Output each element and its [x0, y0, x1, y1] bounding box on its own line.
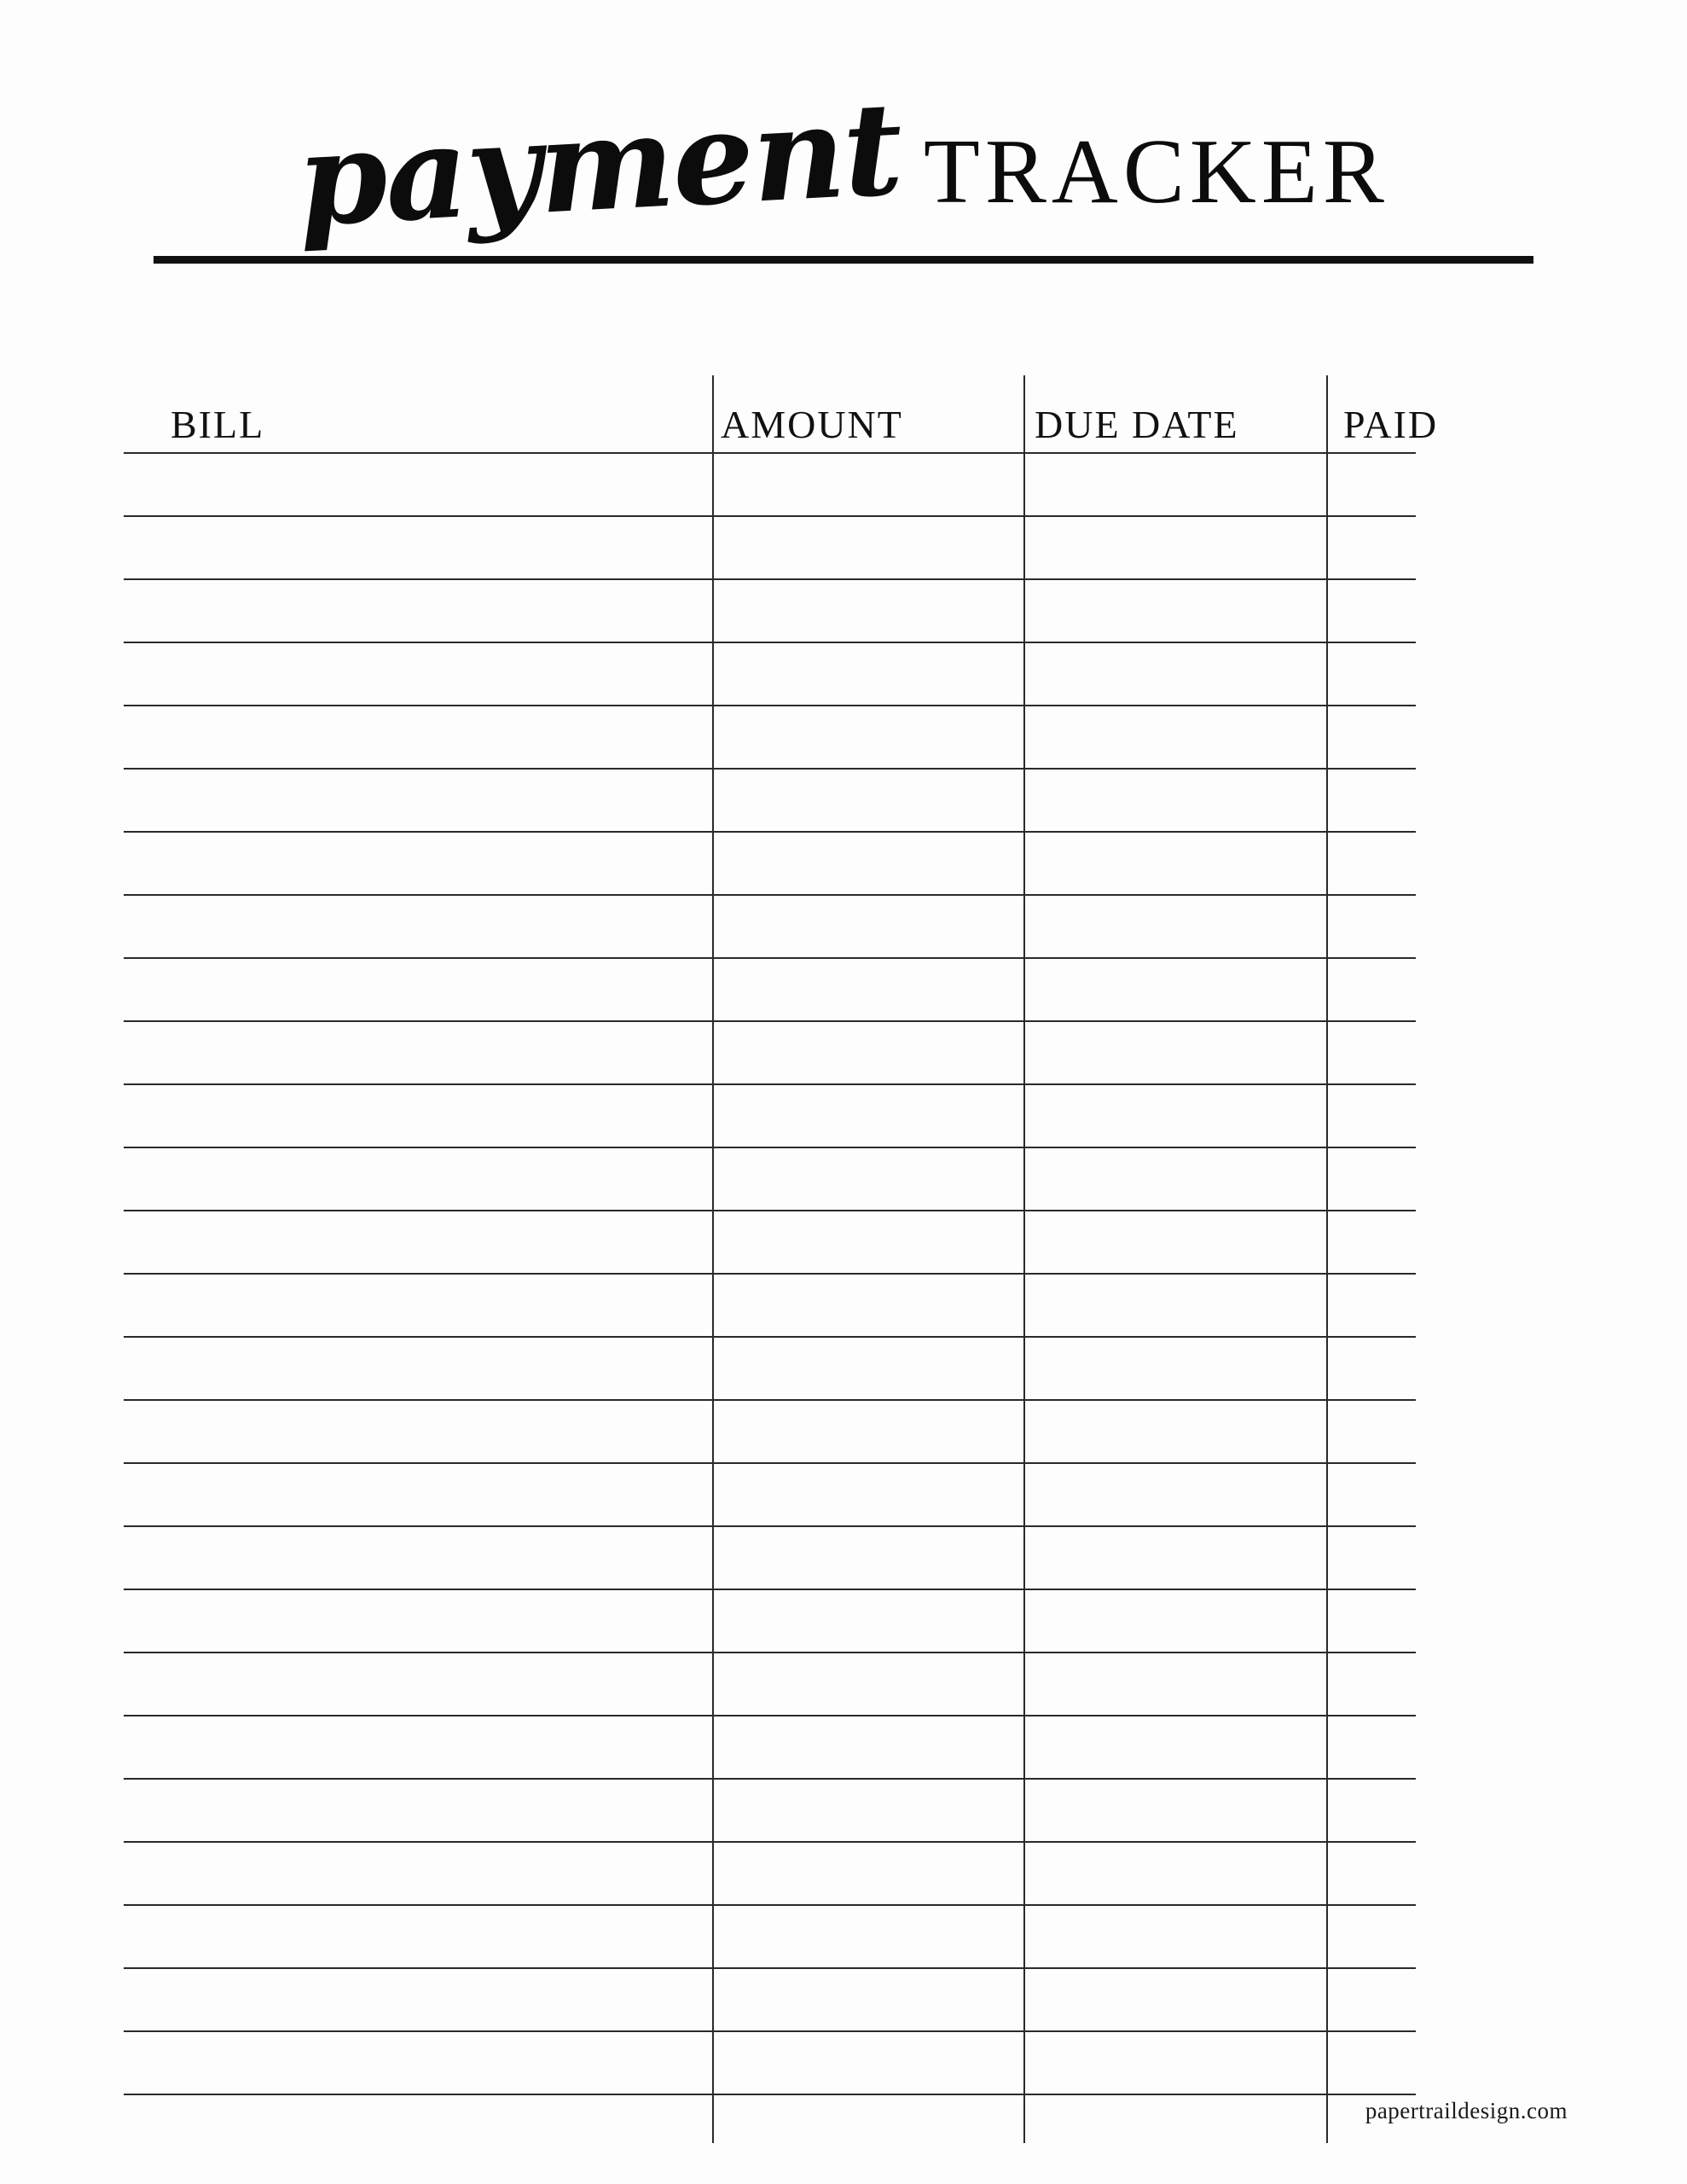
table-row[interactable]	[124, 1336, 1416, 1338]
title-divider	[154, 256, 1533, 264]
footer-credit: papertraildesign.com	[1365, 2098, 1568, 2123]
table-row[interactable]	[124, 1904, 1416, 1906]
page-title	[0, 51, 1687, 264]
table-row[interactable]	[124, 1083, 1416, 1085]
column-divider-due_date	[1023, 375, 1025, 2143]
table-grid	[124, 452, 1535, 2099]
title-serif-word: TRACKER	[923, 121, 1389, 223]
table-row[interactable]	[124, 1020, 1416, 1022]
table-row[interactable]	[124, 894, 1416, 896]
table-row[interactable]	[124, 1841, 1416, 1843]
table-header-row	[124, 375, 1535, 452]
header-underline[interactable]	[124, 452, 1416, 454]
table-row[interactable]	[124, 1967, 1416, 1969]
table-row[interactable]	[124, 1778, 1416, 1780]
title-script-word: payment	[293, 73, 905, 255]
table-row[interactable]	[124, 831, 1416, 833]
table-row[interactable]	[124, 957, 1416, 959]
column-divider-paid	[1326, 375, 1328, 2143]
table-row[interactable]	[124, 1652, 1416, 1653]
table-row[interactable]	[124, 1147, 1416, 1148]
column-header-paid: PAID	[1343, 403, 1439, 446]
table-row[interactable]	[124, 515, 1416, 517]
column-header-amount: AMOUNT	[721, 403, 903, 446]
table-row[interactable]	[124, 1210, 1416, 1211]
table-row[interactable]	[124, 1715, 1416, 1716]
table-row[interactable]	[124, 1525, 1416, 1527]
column-header-bill: BILL	[171, 403, 265, 446]
table-row[interactable]	[124, 1273, 1416, 1275]
table-row[interactable]	[124, 768, 1416, 770]
table-row[interactable]	[124, 2030, 1416, 2032]
column-header-due-date: DUE DATE	[1035, 403, 1239, 446]
table-row[interactable]	[124, 1589, 1416, 1590]
table-row[interactable]	[124, 578, 1416, 580]
column-divider-amount	[712, 375, 714, 2143]
table-row[interactable]	[124, 2094, 1416, 2095]
table-row[interactable]	[124, 1462, 1416, 1464]
table-row[interactable]	[124, 642, 1416, 643]
title-row	[0, 51, 1687, 255]
payment-table	[124, 375, 1535, 2099]
table-row[interactable]	[124, 705, 1416, 706]
table-row[interactable]	[124, 1399, 1416, 1401]
